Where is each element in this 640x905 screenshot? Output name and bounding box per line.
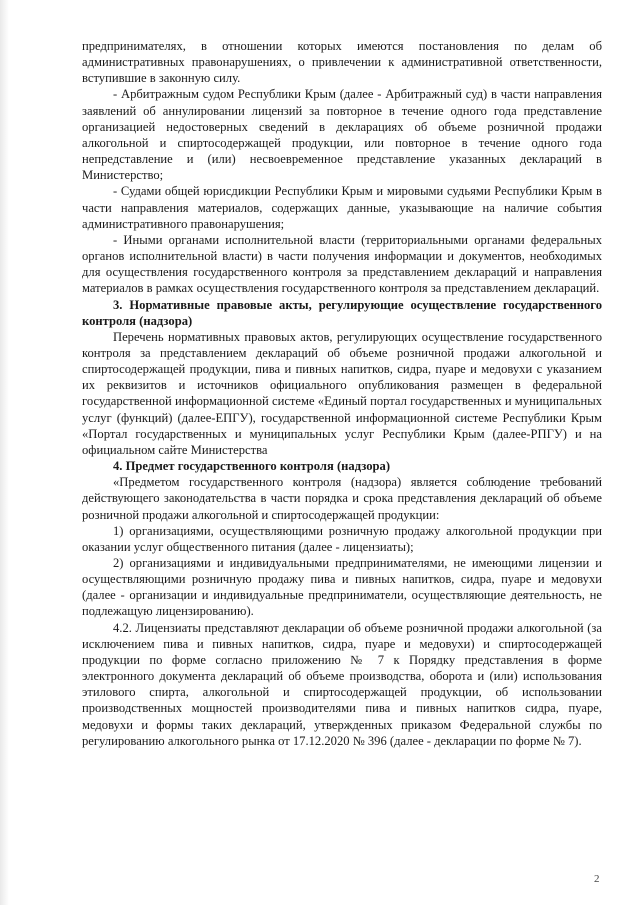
paragraph-general-courts: - Судами общей юрисдикции Республики Крым и мировыми судьями Республики Крым в части направления материалов, содержащих данные, указывающие на наличие события административного правонарушения; [82,184,602,231]
list-item-1: 1) организациями, осуществляющими розничную продажу алкогольной продукции при оказании услуг общественного питания (далее - лицензиаты); [82,523,602,554]
section-heading-3: 3. Нормативные правовые акты, регулирующие осуществление государственного контроля (надзора) [82,297,602,328]
document-body [82,38,602,749]
section-heading-4: 4. Предмет государственного контроля (надзора) [113,459,391,474]
scan-edge [0,0,9,905]
paragraph-subject-of-control: «Предметом государственного контроля (надзора) является соблюдение требований действующего законодательства в части порядка и срока представления деклараций об объеме розничной продажи алкогольной и спиртосодержащей продукции: [82,475,602,522]
paragraph-4-2: 4.2. Лицензиаты представляют декларации об объеме розничной продажи алкогольной (за исключением пива и пивных напитков, сидра, пуаре и медовухи) и спиртосодержащей продукции по форме согласно приложению № 7 к Порядку представления в форме электронного документа деклараций об объеме производства, оборота и (или) использования этилового спирта, алкогольной и спиртосодержащей продукции, об использовании производственных мощностей производителями пива и пивных напитков сидра, пуаре, медовухи и формы таких деклараций, утвержденных приказом Федеральной службы по регулированию алкогольного рынка от 17.12.2020 № 396 (далее - декларации по форме № 7). [82,620,602,748]
page-number: 2 [594,873,600,885]
paragraph-other-bodies: - Иными органами исполнительной власти (территориальными органами федеральных органов исполнительной власти) в части получения информации и документов, необходимых для осуществления государственного контроля за представлением деклараций и направления материалов в рамках осуществления государственного контроля за представлением деклараций. [82,232,602,296]
paragraph-continuation: предпринимателях, в отношении которых имеются постановления по делам об административных правонарушениях, о привлечении к административной ответственности, вступившие в законную силу. [82,39,602,86]
list-item-2: 2) организациями и индивидуальными предпринимателями, не имеющими лицензии и осуществляющими розничную продажу пива и пивных напитков, сидра, пуаре и медовухи (далее - организации и индивидуальные предприниматели, осуществляющие деятельность, не подлежащую лицензированию). [82,556,602,619]
paragraph-arbitration-court: - Арбитражным судом Республики Крым (далее - Арбитражный суд) в части направления заявлений об аннулировании лицензий за повторное в течение одного года представление организацией недостоверных сведений в декларациях об объеме розничной продажи алкогольной и спиртосодержащей продукции, или повторное в течение одного года непредставление и (или) несвоевременное представление указанных деклараций в Министерство; [82,87,602,183]
paragraph-normative-acts: Перечень нормативных правовых актов, регулирующих осуществление государственного контроля за представлением деклараций об объеме розничной продажи алкогольной и спиртосодержащей продукции, пива и пивных напитков, сидра, пуаре и медовухи с указанием их реквизитов и источников официального опубликования размещен в федеральной государственной информационной системе «Единый портал государственных и муниципальных услуг (функций) (далее-ЕПГУ), государственной информационной системе Республики Крым «Портал государственных и муниципальных услуг Республики Крым (далее-РПГУ) и на официальном сайте Министерства [82,329,602,457]
